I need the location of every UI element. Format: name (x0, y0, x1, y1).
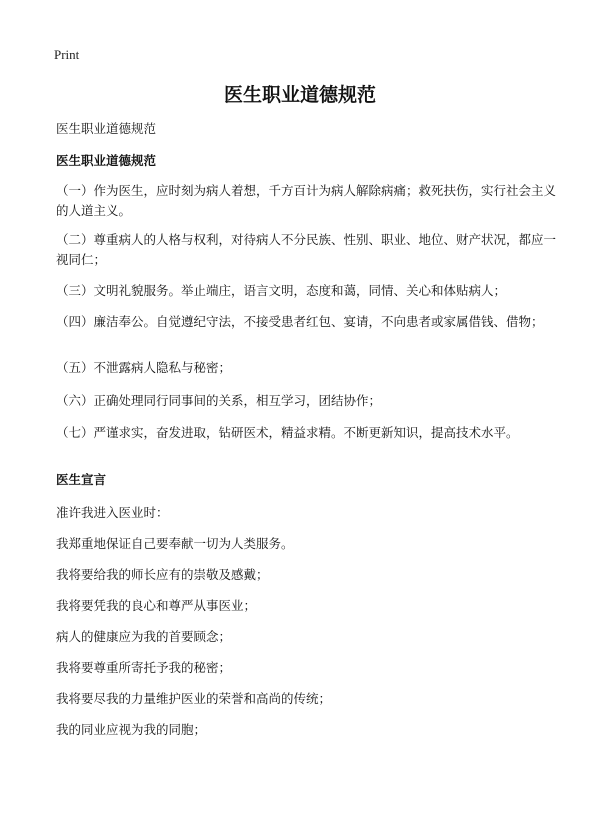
page-title: 医生职业道德规范 (223, 84, 376, 106)
oath-line-4: 我将要凭我的良心和尊严从事医业； (56, 598, 257, 613)
print-link[interactable]: Print (54, 47, 80, 62)
oath-line-1: 准许我进入医业时： (56, 505, 169, 520)
oath-line-8: 我的同业应视为我的同胞； (56, 722, 207, 737)
ethics-item-7: （七）严谨求实，奋发进取，钻研医术，精益求精。不断更新知识，提高技术水平。 (56, 425, 519, 440)
section-heading-oath: 医生宣言 (56, 472, 107, 487)
section-heading-ethics: 医生职业道德规范 (56, 153, 157, 168)
oath-line-6: 我将要尊重所寄托予我的秘密； (56, 660, 232, 675)
ethics-item-3: （三）文明礼貌服务。举止端庄，语言文明，态度和蔼，同情、关心和体贴病人； (56, 283, 507, 298)
oath-line-3: 我将要给我的师长应有的崇敬及感戴； (56, 567, 269, 582)
ethics-item-4: （四）廉洁奉公。自觉遵纪守法，不接受患者红包、宴请，不向患者或家属借钱、借物； (56, 314, 544, 329)
ethics-item-5: （五）不泄露病人隐私与秘密； (56, 360, 232, 375)
document-subtitle: 医生职业道德规范 (56, 121, 157, 136)
ethics-item-1: （一）作为医生，应时刻为病人着想，千方百计为病人解除病痛；救死扶伤，实行社会主义的人道主义。 (56, 183, 557, 218)
ethics-item-2: （二）尊重病人的人格与权利，对待病人不分民族、性别、职业、地位、财产状况，都应一视同仁； (56, 232, 557, 267)
oath-line-2: 我郑重地保证自己要奉献一切为人类服务。 (56, 536, 294, 551)
ethics-item-6: （六）正确处理同行同事间的关系，相互学习，团结协作； (56, 393, 382, 408)
oath-line-5: 病人的健康应为我的首要顾念； (56, 629, 232, 644)
oath-line-7: 我将要尽我的力量维护医业的荣誉和高尚的传统； (56, 691, 332, 706)
